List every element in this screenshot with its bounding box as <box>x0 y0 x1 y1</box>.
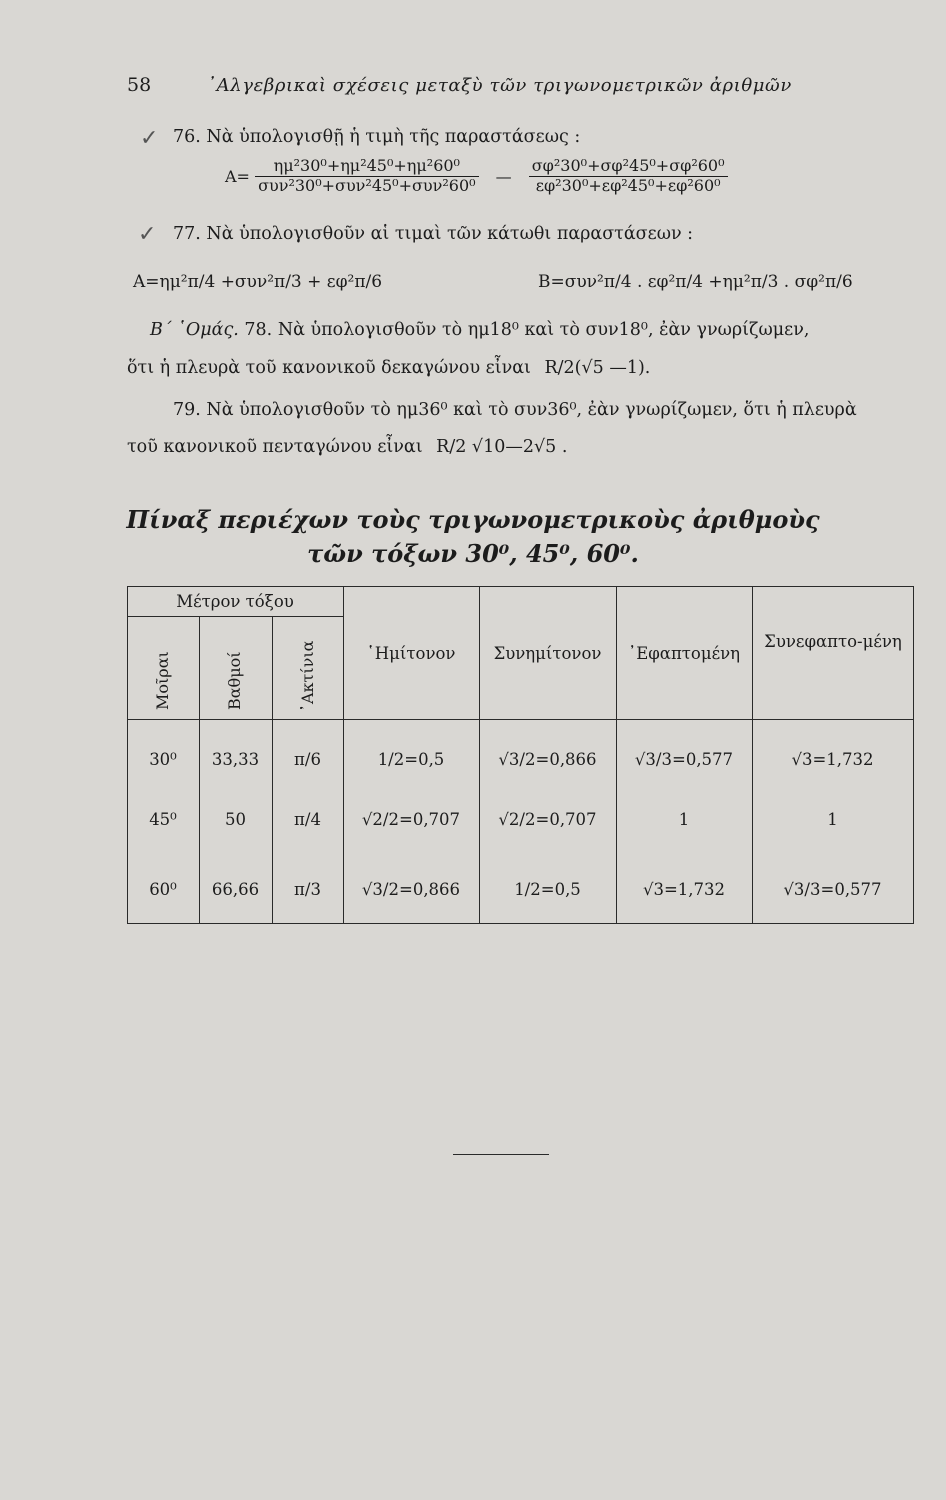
exercise-79 <box>173 400 857 420</box>
exercise-76-number: 76. <box>173 127 201 147</box>
end-rule <box>453 1154 549 1155</box>
table-subtitle: τῶν τόξων 30⁰, 45⁰, 60⁰. <box>307 539 639 568</box>
cell-degrees: 30⁰ <box>149 750 177 769</box>
table-top-rule <box>127 586 914 587</box>
group-header-rule <box>127 616 343 617</box>
exercise-76-formula <box>225 158 728 195</box>
exercise-77-formula-b: Β=συν²π/4 . εφ²π/4 +ημ²π/3 . σφ²π/6 <box>538 272 853 292</box>
running-head <box>127 74 792 96</box>
cell-cotangent: √3=1,732 <box>791 750 874 769</box>
cell-grads: 33,33 <box>211 750 260 769</box>
header-sine: ῾Ημίτονον <box>366 644 456 663</box>
exercise-78-line1: Νὰ ὑπολογισθοῦν τὸ ημ18⁰ καὶ τὸ συν18⁰, ἐὰν γνωρίζωμεν, <box>277 320 810 340</box>
header-cosine: Συνημίτονον <box>493 644 602 663</box>
cell-sine: √3/2=0,866 <box>361 880 461 899</box>
fraction-cot-tan <box>529 158 728 195</box>
formula-lhs: Α= <box>225 166 250 186</box>
exercise-79-line1: Νὰ ὑπολογισθοῦν τὸ ημ36⁰ καὶ τὸ συν36⁰, ἐὰν γνωρίζωμεν, ὅτι ἡ πλευρὰ <box>206 400 857 420</box>
exercise-76 <box>173 127 580 147</box>
exercise-78-line2 <box>127 358 650 378</box>
cell-sine: 1/2=0,5 <box>377 750 445 769</box>
exercise-76-text: Νὰ ὑπολογισθῇ ἡ τιμὴ τῆς παραστάσεως : <box>206 127 581 147</box>
pentagon-side-formula: R/2 √10—2√5 . <box>436 437 568 457</box>
formula-minus: — <box>495 166 512 186</box>
table-title: Πίναξ περιέχων τοὺς τριγωνομετρικοὺς ἀριθμοὺς <box>126 505 820 534</box>
exercise-77-formula-a: Α=ημ²π/4 +συν²π/3 + εφ²π/6 <box>133 272 383 292</box>
table-right-rule <box>913 586 914 923</box>
cell-tangent: 1 <box>678 810 690 829</box>
header-radians: ᾽Ακτίνια <box>298 640 317 712</box>
cell-radians: π/6 <box>294 750 321 769</box>
header-degrees: Μοῖραι <box>153 651 172 710</box>
header-bottom-rule <box>127 719 914 720</box>
cell-degrees: 45⁰ <box>149 810 177 829</box>
cell-degrees: 60⁰ <box>149 880 177 899</box>
fraction-sine-cosine <box>255 158 479 195</box>
cell-sine: √2/2=0,707 <box>361 810 461 829</box>
cell-cosine: √3/2=0,866 <box>498 750 597 769</box>
column-rule <box>272 616 273 923</box>
cell-cosine: 1/2=0,5 <box>514 880 581 899</box>
exercise-78-text: ὅτι ἡ πλευρὰ τοῦ κανονικοῦ δεκαγώνου εἶναι <box>127 358 531 378</box>
decagon-side-formula: R/2(√5 —1). <box>544 358 651 378</box>
exercise-79-text: τοῦ κανονικοῦ πενταγώνου εἶναι <box>127 437 423 457</box>
exercise-79-number: 79. <box>173 400 201 420</box>
cell-tangent: √3=1,732 <box>642 880 726 899</box>
exercise-78-number: 78. <box>244 320 273 340</box>
cell-cotangent: 1 <box>827 810 838 829</box>
fraction-denominator: εφ²30⁰+εφ²45⁰+εφ²60⁰ <box>535 175 721 195</box>
exercise-77-text: Νὰ ὑπολογισθοῦν αἱ τιμαὶ τῶν κάτωθι παραστάσεων : <box>206 224 694 244</box>
exercise-78 <box>150 320 809 340</box>
exercise-79-line2 <box>127 437 567 457</box>
trig-values-table <box>127 586 914 925</box>
table-bottom-rule <box>127 923 914 924</box>
fraction-numerator: σφ²30⁰+σφ²45⁰+σφ²60⁰ <box>529 158 728 177</box>
header-cotangent: Συνεφαπτο-μένη <box>764 632 902 651</box>
running-title: ᾽Αλγεβρικαὶ σχέσεις μεταξὺ τῶν τριγωνομετρικῶν ἀριθμῶν <box>207 75 792 96</box>
fraction-denominator: συν²30⁰+συν²45⁰+συν²60⁰ <box>258 175 476 195</box>
cell-radians: π/3 <box>294 880 321 899</box>
group-b-label: Β΄ ῾Ομάς. <box>150 320 239 340</box>
header-tangent: ᾽Εφαπτομένη <box>627 644 741 663</box>
check-mark-icon: ✓ <box>140 126 159 151</box>
exercise-77-number: 77. <box>173 224 201 244</box>
cell-cotangent: √3/3=0,577 <box>783 880 882 899</box>
check-mark-icon: ✓ <box>138 222 157 247</box>
fraction-numerator: ημ²30⁰+ημ²45⁰+ημ²60⁰ <box>255 158 479 177</box>
column-rule <box>199 616 200 923</box>
cell-cosine: √2/2=0,707 <box>498 810 597 829</box>
header-grads: Βαθμοί <box>225 651 244 710</box>
cell-tangent: √3/3=0,577 <box>634 750 734 769</box>
page-number: 58 <box>127 74 152 96</box>
header-arc-measure: Μέτρον τόξου <box>176 592 294 611</box>
cell-grads: 50 <box>225 810 246 829</box>
cell-grads: 66,66 <box>211 880 260 899</box>
cell-radians: π/4 <box>294 810 321 829</box>
exercise-77 <box>173 224 693 244</box>
